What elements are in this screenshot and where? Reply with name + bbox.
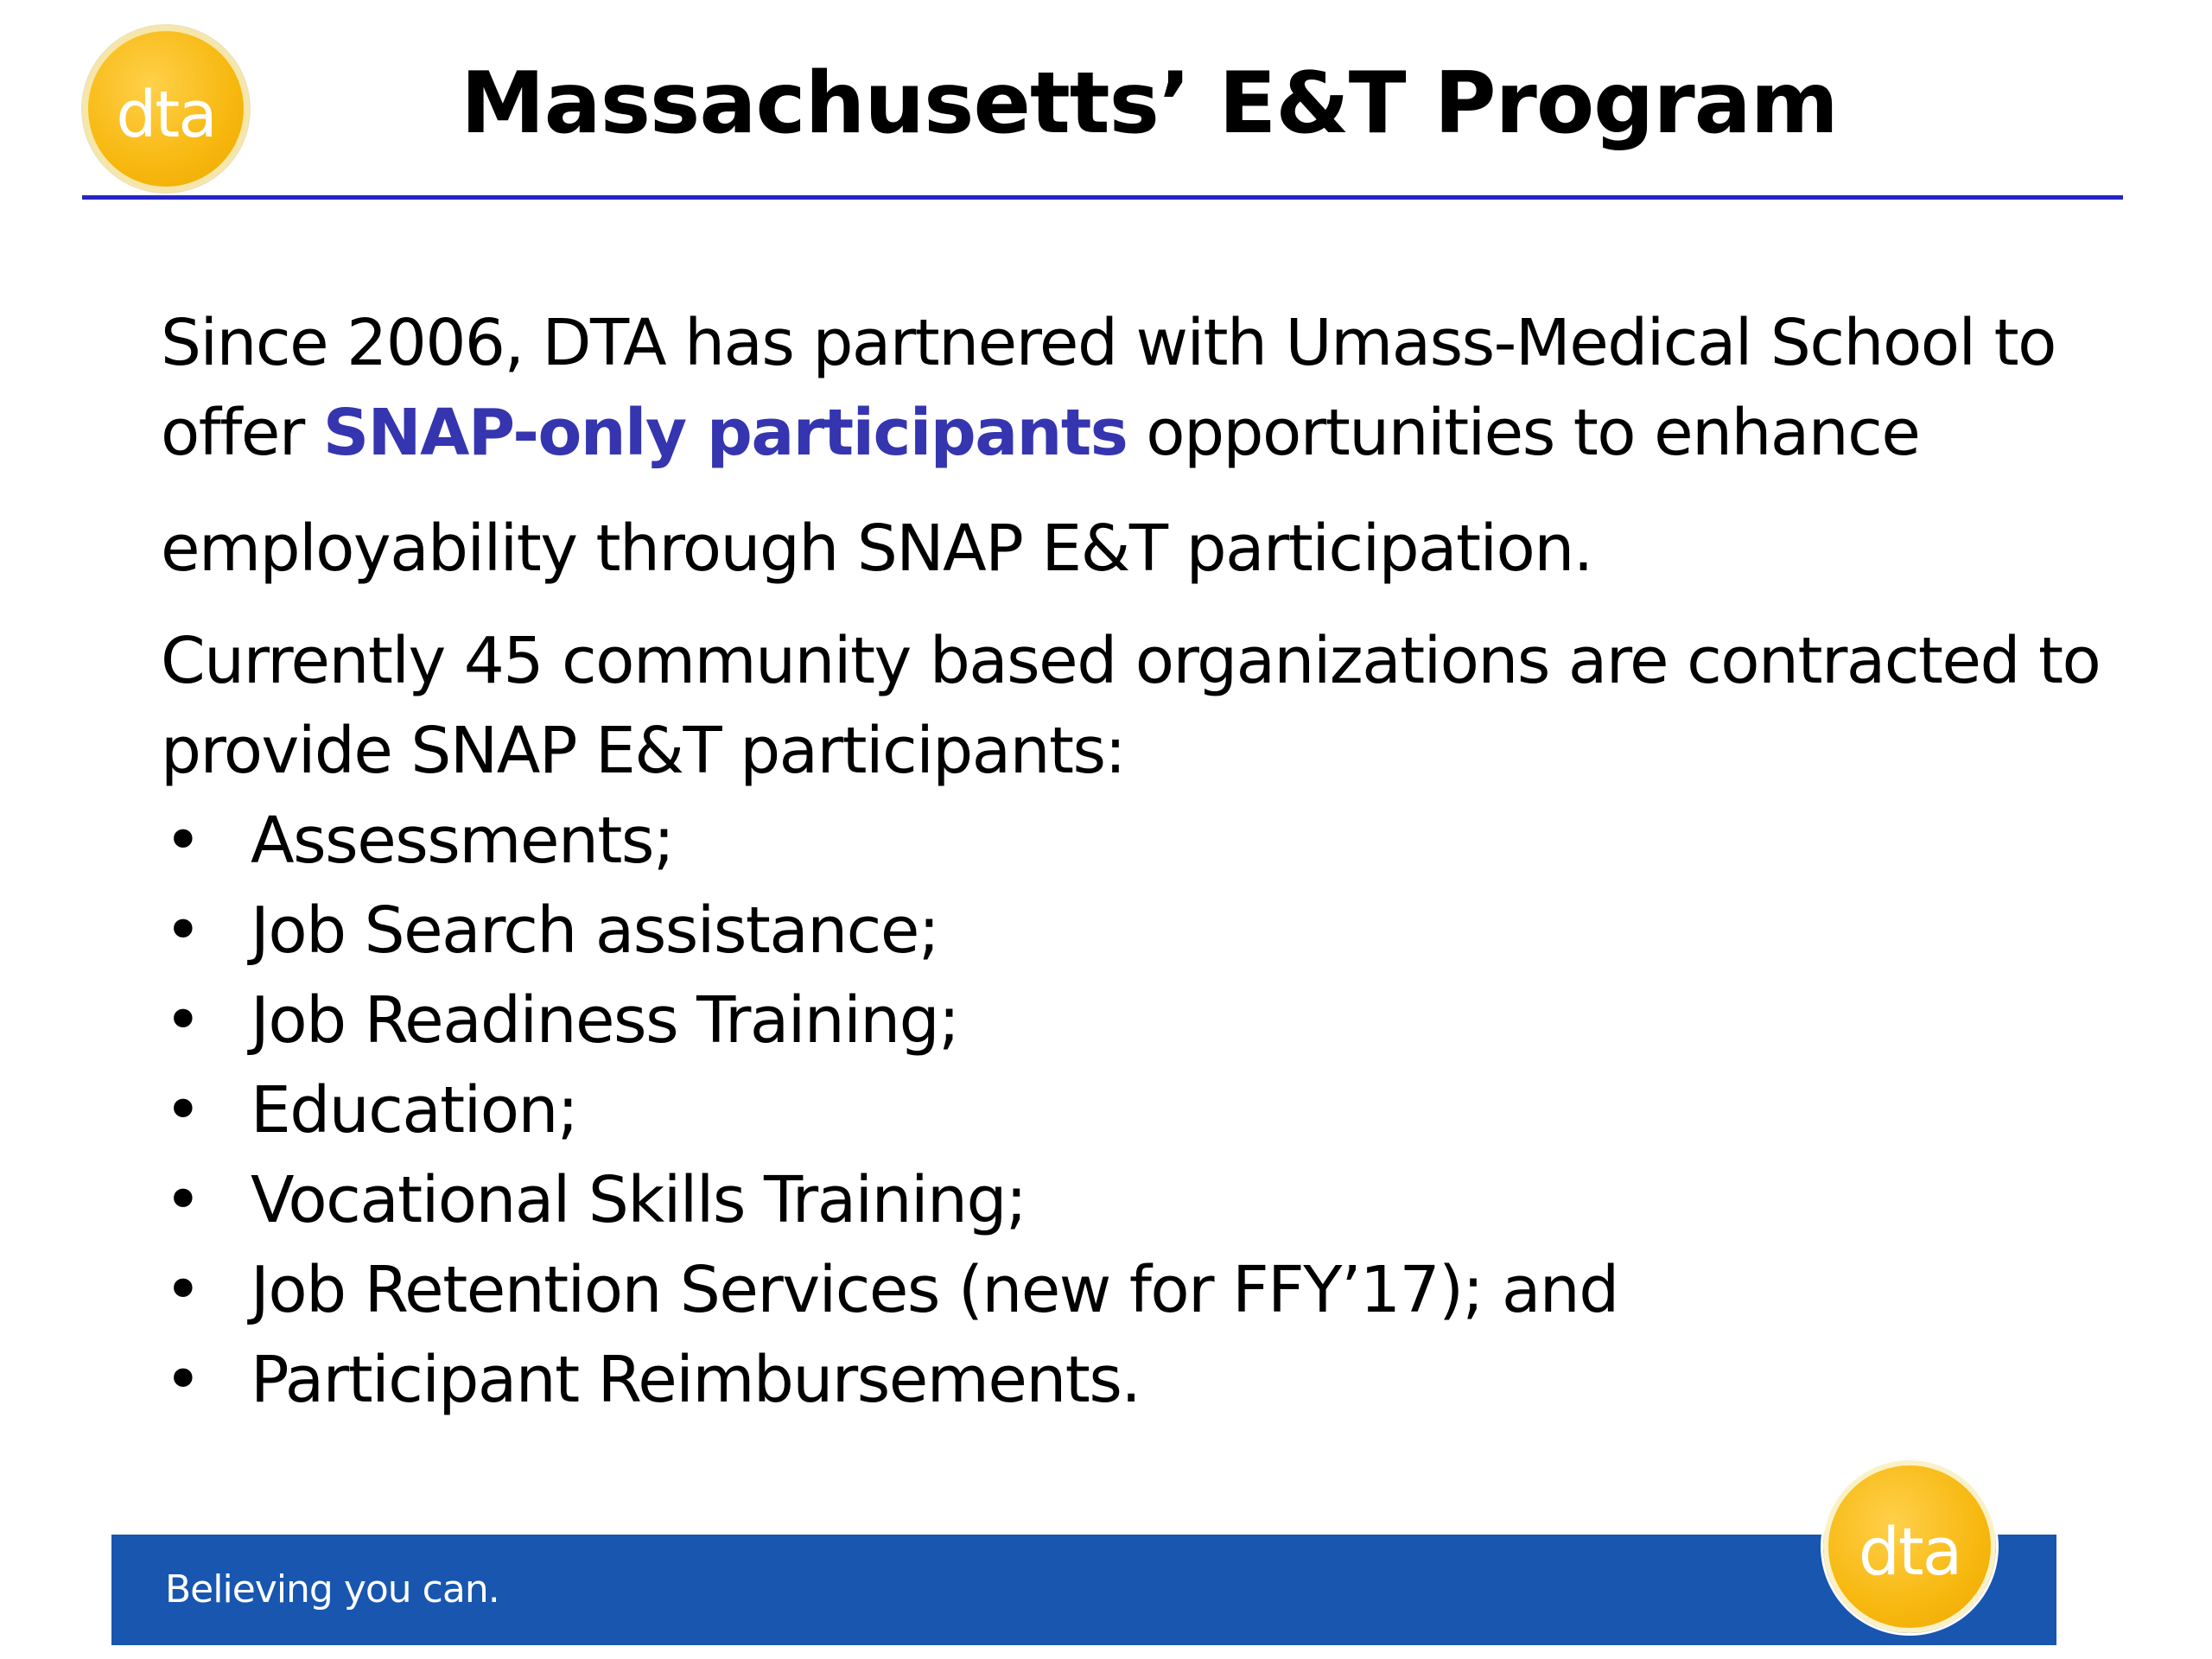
intro-line-2-end: opportunities to enhance	[1127, 396, 1920, 470]
slide-body	[161, 298, 2139, 1425]
list-item	[161, 1335, 2139, 1425]
footer-bar	[111, 1535, 2056, 1645]
bullet-icon: •	[164, 893, 201, 968]
bullet-icon: •	[164, 804, 201, 878]
bullet-icon: •	[164, 983, 201, 1058]
dta-logo	[83, 26, 249, 192]
intro-line-1: Since 2006, DTA has partnered with Umass-Medical School to	[161, 306, 2056, 380]
intro-paragraph	[161, 298, 2139, 594]
list-item-text: Job Retention Services (new for FFY’17); and	[251, 1253, 1618, 1327]
list-item-text: Education;	[251, 1073, 578, 1147]
footer-tagline: Believing you can.	[165, 1567, 499, 1611]
dta-logo-text: dta	[116, 78, 216, 152]
intro-line-2-start: offer	[161, 396, 323, 470]
services-line-1: Currently 45 community based organizations are contracted to	[161, 624, 2101, 698]
services-line-2: provide SNAP E&T participants:	[161, 714, 1125, 788]
bullet-icon: •	[164, 1073, 201, 1147]
list-item	[161, 886, 2139, 976]
list-item	[161, 796, 2139, 886]
intro-line-3: employability through SNAP E&T participation.	[161, 512, 1592, 586]
bullet-icon: •	[164, 1343, 201, 1417]
snap-only-participants-highlight: SNAP-only participants	[322, 396, 1128, 470]
services-paragraph	[161, 616, 2139, 796]
bullet-icon: •	[164, 1253, 201, 1327]
slide-title: Massachusetts’ E&T Program	[461, 54, 1838, 153]
list-item-text: Vocational Skills Training;	[251, 1163, 1027, 1237]
services-list	[161, 796, 2139, 1425]
list-item-text: Participant Reimbursements.	[251, 1343, 1141, 1417]
list-item	[161, 976, 2139, 1065]
footer-dta-logo	[1823, 1460, 1996, 1633]
bullet-icon: •	[164, 1163, 201, 1237]
title-divider	[82, 195, 2123, 200]
list-item-text: Job Search assistance;	[251, 893, 939, 968]
footer-dta-logo-text: dta	[1858, 1512, 1961, 1590]
list-item	[161, 1245, 2139, 1335]
list-item-text: Job Readiness Training;	[251, 983, 959, 1058]
list-item-text: Assessments;	[251, 804, 674, 878]
list-item	[161, 1155, 2139, 1245]
list-item	[161, 1065, 2139, 1155]
